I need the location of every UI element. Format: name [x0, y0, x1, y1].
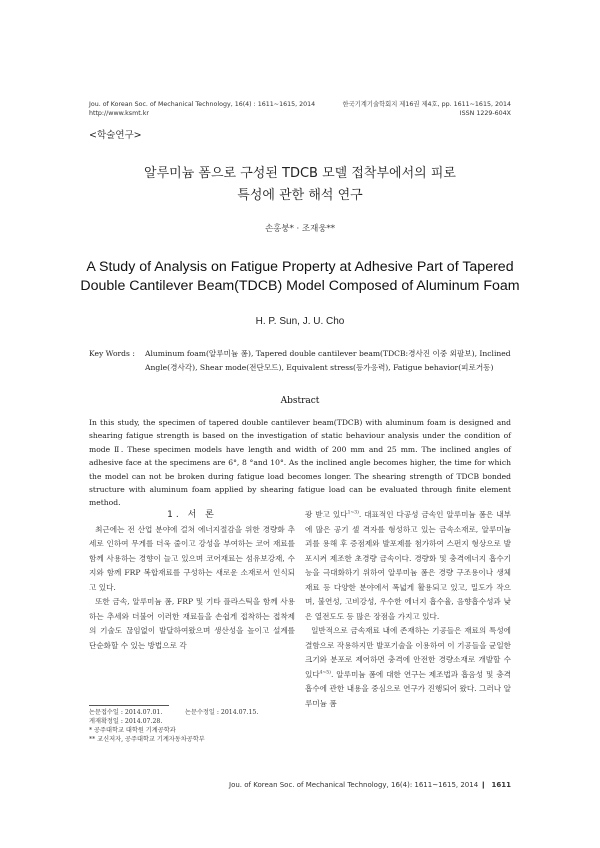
body-paragraph	[305, 624, 511, 711]
journal-header-right	[343, 100, 511, 118]
keywords-text: Aluminum foam(알루미늄 폼), Tapered double cantilever beam(TDCB:경사진 이중 외팔보), Inclined Angle(경사각), Shear mode(전단모드), Equivalent stress(등가응력), Fatigue behavior(피로거동)	[145, 349, 511, 372]
keywords-label: Key Words :	[89, 349, 135, 358]
accepted-date: 게재확정일 : 2014.07.28.	[89, 718, 163, 725]
english-authors: H. P. Sun, J. U. Cho	[255, 316, 345, 327]
citation-ref: 4~5)	[319, 669, 331, 675]
page-number: 1611	[491, 781, 511, 789]
korean-title-line2: 특성에 관한 해석 연구	[237, 188, 363, 203]
body-column-left	[89, 508, 295, 653]
journal-issn: ISSN 1229-604X	[459, 110, 511, 117]
revised-date: 논문수정일 : 2014.07.15.	[185, 709, 259, 716]
journal-citation-en: Jou. of Korean Soc. of Mechanical Technology, 16(4) : 1611~1615, 2014	[89, 101, 316, 108]
body-text: 일반적으로 금속재료 내에 존재하는 기공들은 재료의 특성에 결함으로 작용하지만 발포기술을 이용하여 이 기공들을 균일한 크기와 분포로 제어하면 충격에 안전한 경량소재로 개발할 수 있다	[305, 626, 511, 679]
english-title-line1: A Study of Analysis on Fatigue Property at Adhesive Part of Tapered	[86, 259, 514, 275]
journal-header-left	[89, 100, 315, 118]
body-paragraph	[305, 508, 511, 624]
page-separator: ❙	[480, 781, 487, 789]
section-heading: 1. 서 론	[167, 510, 217, 520]
section-tag: <학술연구>	[89, 130, 142, 141]
footnote-divider	[89, 705, 169, 706]
body-text: . 대표적인 다공성 금속인 알루미늄 폼은 내부에 많은 공기 셀 격자를 형성하고 있는 금속소재로, 알루미늄 괴를 용해 후 증점제와 발포제를 첨가하여 스펀지 형상으로 발포시켜 제조한 초경량 금속이다. 경량화 및 충격에너지 흡수기능을 극대화하기 위하여 알루미늄 폼은 경량 구조용이나 생체재료 등 다양한 분야에서 폭넓게 활용되고 있고, 밀도가 작으며, 불연성, 고비강성, 우수한 에너지 흡수율, 음향흡수성과 낮은 열전도도 등 많은 장점을 가지고 있다.	[305, 510, 511, 621]
abstract-text: In this study, the specimen of tapered double cantilever beam(TDCB) with aluminum foam is designed and shearing fatigue strength is based on the investigation of static behaviour analysis under the condition of mode Ⅱ. These specimen models have length and width of 200 mm and 25 mm. The inclined angles of adhesive face at the specimens are 6°, 8 °and 10°. As the inclined angle becomes higher, the time for which the model can not be broken during fatigue load becomes longer. The shearing strength of TDCB bonded structure with aluminum foam applied by shearing fatigue load can be evaluated through finite element method.	[89, 418, 511, 508]
journal-citation-kr: 한국기계기술학회지 제16권 제4호, pp. 1611~1615, 2014	[342, 101, 511, 108]
received-date: 논문접수일 : 2014.07.01.	[89, 709, 163, 716]
korean-title	[0, 163, 600, 207]
korean-title-line1: 알루미늄 폼으로 구성된 TDCB 모델 접착부에서의 피로	[144, 166, 456, 181]
footer-citation: Jou. of Korean Soc. of Mechanical Technology, 16(4): 1611~1615, 2014	[229, 781, 479, 789]
author-affiliation-2: ** 교신저자, 공주대학교 기계자동차공학부	[89, 736, 205, 743]
author-affiliation-1: * 공주대학교 대학원 기계공학과	[89, 727, 176, 734]
english-title	[0, 258, 600, 296]
journal-url: http://www.ksmt.kr	[89, 110, 149, 117]
body-paragraph: 또한 금속, 알루미늄 폼, FRP 및 기타 플라스틱을 함께 사용하는 추세와 더불어 이러한 재료들을 손쉽게 접착하는 접착제의 기술도 끊임없이 발달하여왔으며 생산성을 높이고 설계를 단순화할 수 있는 방법으로 각	[89, 597, 295, 650]
page-footer	[229, 781, 511, 789]
body-text: . 알루미늄 폼에 대한 연구는 제조법과 흡음성 및 충격흡수에 관한 내용을 중심으로 연구가 진행되어 왔다. 그러나 알루미늄 폼	[305, 669, 511, 708]
korean-authors: 손홍붕* · 조재웅**	[264, 224, 336, 234]
body-text: 광 받고 있다	[305, 510, 348, 519]
citation-ref: 1~3)	[347, 510, 359, 516]
english-title-line2: Double Cantilever Beam(TDCB) Model Composed of Aluminum Foam	[80, 278, 520, 294]
abstract-title: Abstract	[280, 396, 320, 406]
footnotes	[89, 708, 295, 744]
body-paragraph: 최근에는 전 산업 분야에 걸쳐 에너지절감을 위한 경량화 추세로 인하여 무게를 더욱 줄이고 강성을 부여하는 코어 재료를 함께 사용하는 경향이 늘고 있으며 코어재료는 섬유보강재, 수지와 함께 FRP 복합재료를 구성하는 새로운 소재로서 인식되고 있다.	[89, 524, 295, 592]
keywords	[89, 347, 511, 375]
body-column-right	[305, 508, 511, 711]
